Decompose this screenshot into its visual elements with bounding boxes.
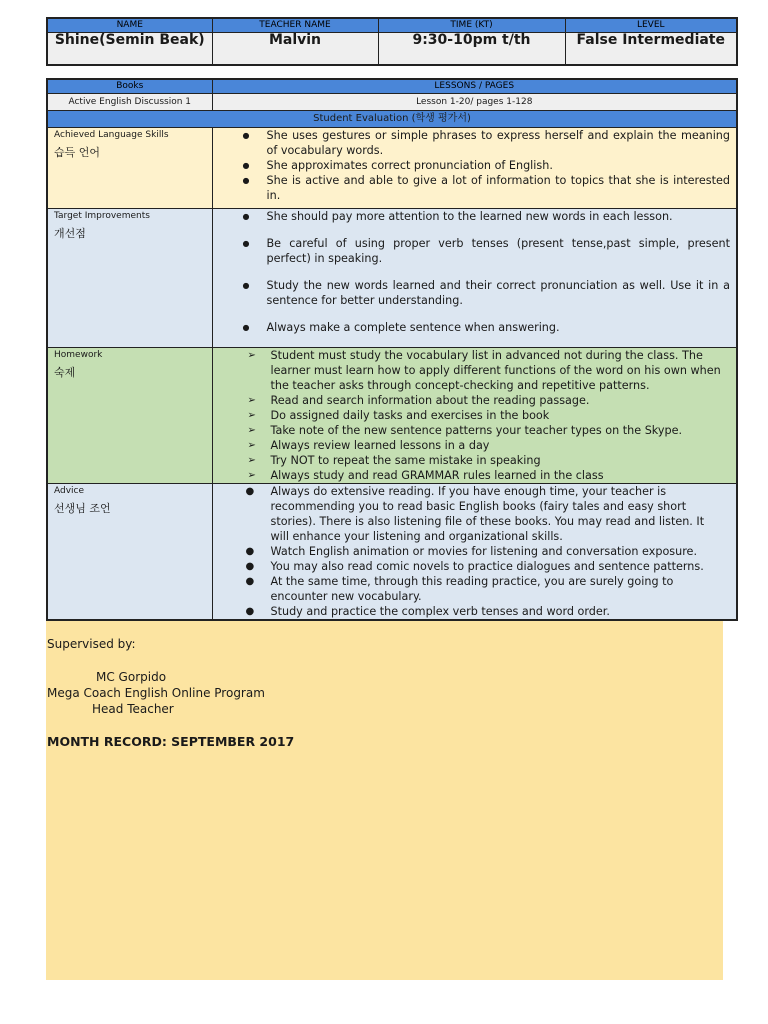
header-level: LEVEL (565, 18, 737, 33)
list-item: ➢ Try NOT to repeat the same mistake in speaking (247, 454, 541, 467)
header-teacher-name: TEACHER NAME (212, 18, 378, 33)
class-time: 9:30-10pm t/th (378, 33, 565, 66)
teacher-name: Malvin (212, 33, 378, 66)
month-record: MONTH RECORD: SEPTEMBER 2017 (47, 734, 295, 749)
list-item: ● Be careful of using proper verb tenses (present tense,past simple, present perfect) in speaking. (242, 237, 730, 265)
target-improvements-row (47, 209, 737, 348)
achieved-label-kr: 습득 언어 (54, 146, 101, 159)
list-item: ➢ Student must study the vocabulary list in advanced not during the class. The learner must learn how to apply different functions of the word on his own when the teacher asks through concept-checking and repetitive patterns. (247, 349, 721, 392)
supervisor-name: MC Gorpido (96, 670, 167, 684)
homework-label-cell (47, 348, 212, 484)
achieved-list (213, 128, 731, 203)
homework-label: Homework (54, 350, 103, 360)
list-item: ● Always make a complete sentence when answering. (242, 321, 560, 334)
list-item: ➢ Always review learned lessons in a day (247, 439, 490, 452)
homework-row (47, 348, 737, 484)
header-name: NAME (47, 18, 212, 33)
list-item: ● She is active and able to give a lot of information to topics that she is interested in. (242, 174, 730, 202)
homework-list (213, 348, 725, 483)
list-item: ● Study and practice the complex verb tenses and word order. (245, 605, 610, 618)
achieved-label: Achieved Language Skills (54, 130, 169, 140)
advice-row (47, 484, 737, 621)
student-level: False Intermediate (565, 33, 737, 66)
homework-label-kr: 숙제 (54, 366, 76, 379)
list-item: ● Study the new words learned and their correct pronunciation as well. Use it in a sentence for better understanding. (242, 279, 730, 307)
background-panel (46, 605, 723, 980)
supervisor-role: Head Teacher (92, 702, 174, 716)
list-item: ● Always do extensive reading. If you have enough time, your teacher is recommending you to read basic English books (fairy tales and easy short stories). There is also listening file of these books. You may read and listen. It will enhance your listening and organizational skills. (245, 485, 705, 543)
list-item: ➢ Do assigned daily tasks and exercises in the book (247, 409, 550, 422)
evaluation-table (46, 78, 738, 621)
header-books: Books (47, 79, 212, 94)
list-item: ● Watch English animation or movies for listening and conversation exposure. (245, 545, 698, 558)
achieved-label-cell (47, 128, 212, 209)
target-list (213, 209, 731, 335)
header-lessons: LESSONS / PAGES (212, 79, 737, 94)
program-name: Mega Coach English Online Program (47, 686, 265, 700)
supervised-by: Supervised by: (47, 637, 136, 651)
target-label-kr: 개선점 (54, 227, 86, 240)
list-item: ● You may also read comic novels to practice dialogues and sentence patterns. (245, 560, 704, 573)
book-title: Active English Discussion 1 (47, 94, 212, 111)
achieved-skills-row (47, 128, 737, 209)
lesson-pages: Lesson 1-20/ pages 1-128 (212, 94, 737, 111)
list-item: ➢ Read and search information about the reading passage. (247, 394, 590, 407)
advice-label-kr: 선생님 조언 (54, 502, 111, 515)
list-item: ● She should pay more attention to the learned new words in each lesson. (242, 210, 673, 223)
target-label: Target Improvements (54, 211, 150, 221)
list-item: ➢ Take note of the new sentence patterns your teacher types on the Skype. (247, 424, 683, 437)
list-item: ● At the same time, through this reading practice, you are surely going to encounter new vocabulary. (245, 575, 674, 603)
evaluation-title: Student Evaluation (학생 평가서) (47, 111, 737, 128)
target-label-cell (47, 209, 212, 348)
student-name: Shine(Semin Beak) (47, 33, 212, 66)
advice-label-cell (47, 484, 212, 621)
student-info-table (46, 17, 738, 66)
list-item: ● She approximates correct pronunciation of English. (242, 159, 553, 172)
advice-label: Advice (54, 486, 85, 496)
list-item: ● She uses gestures or simple phrases to express herself and explain the meaning of vocabulary words. (242, 129, 730, 157)
list-item: ➢ Always study and read GRAMMAR rules learned in the class (247, 469, 604, 482)
advice-list (213, 484, 725, 619)
header-time: TIME (KT) (378, 18, 565, 33)
